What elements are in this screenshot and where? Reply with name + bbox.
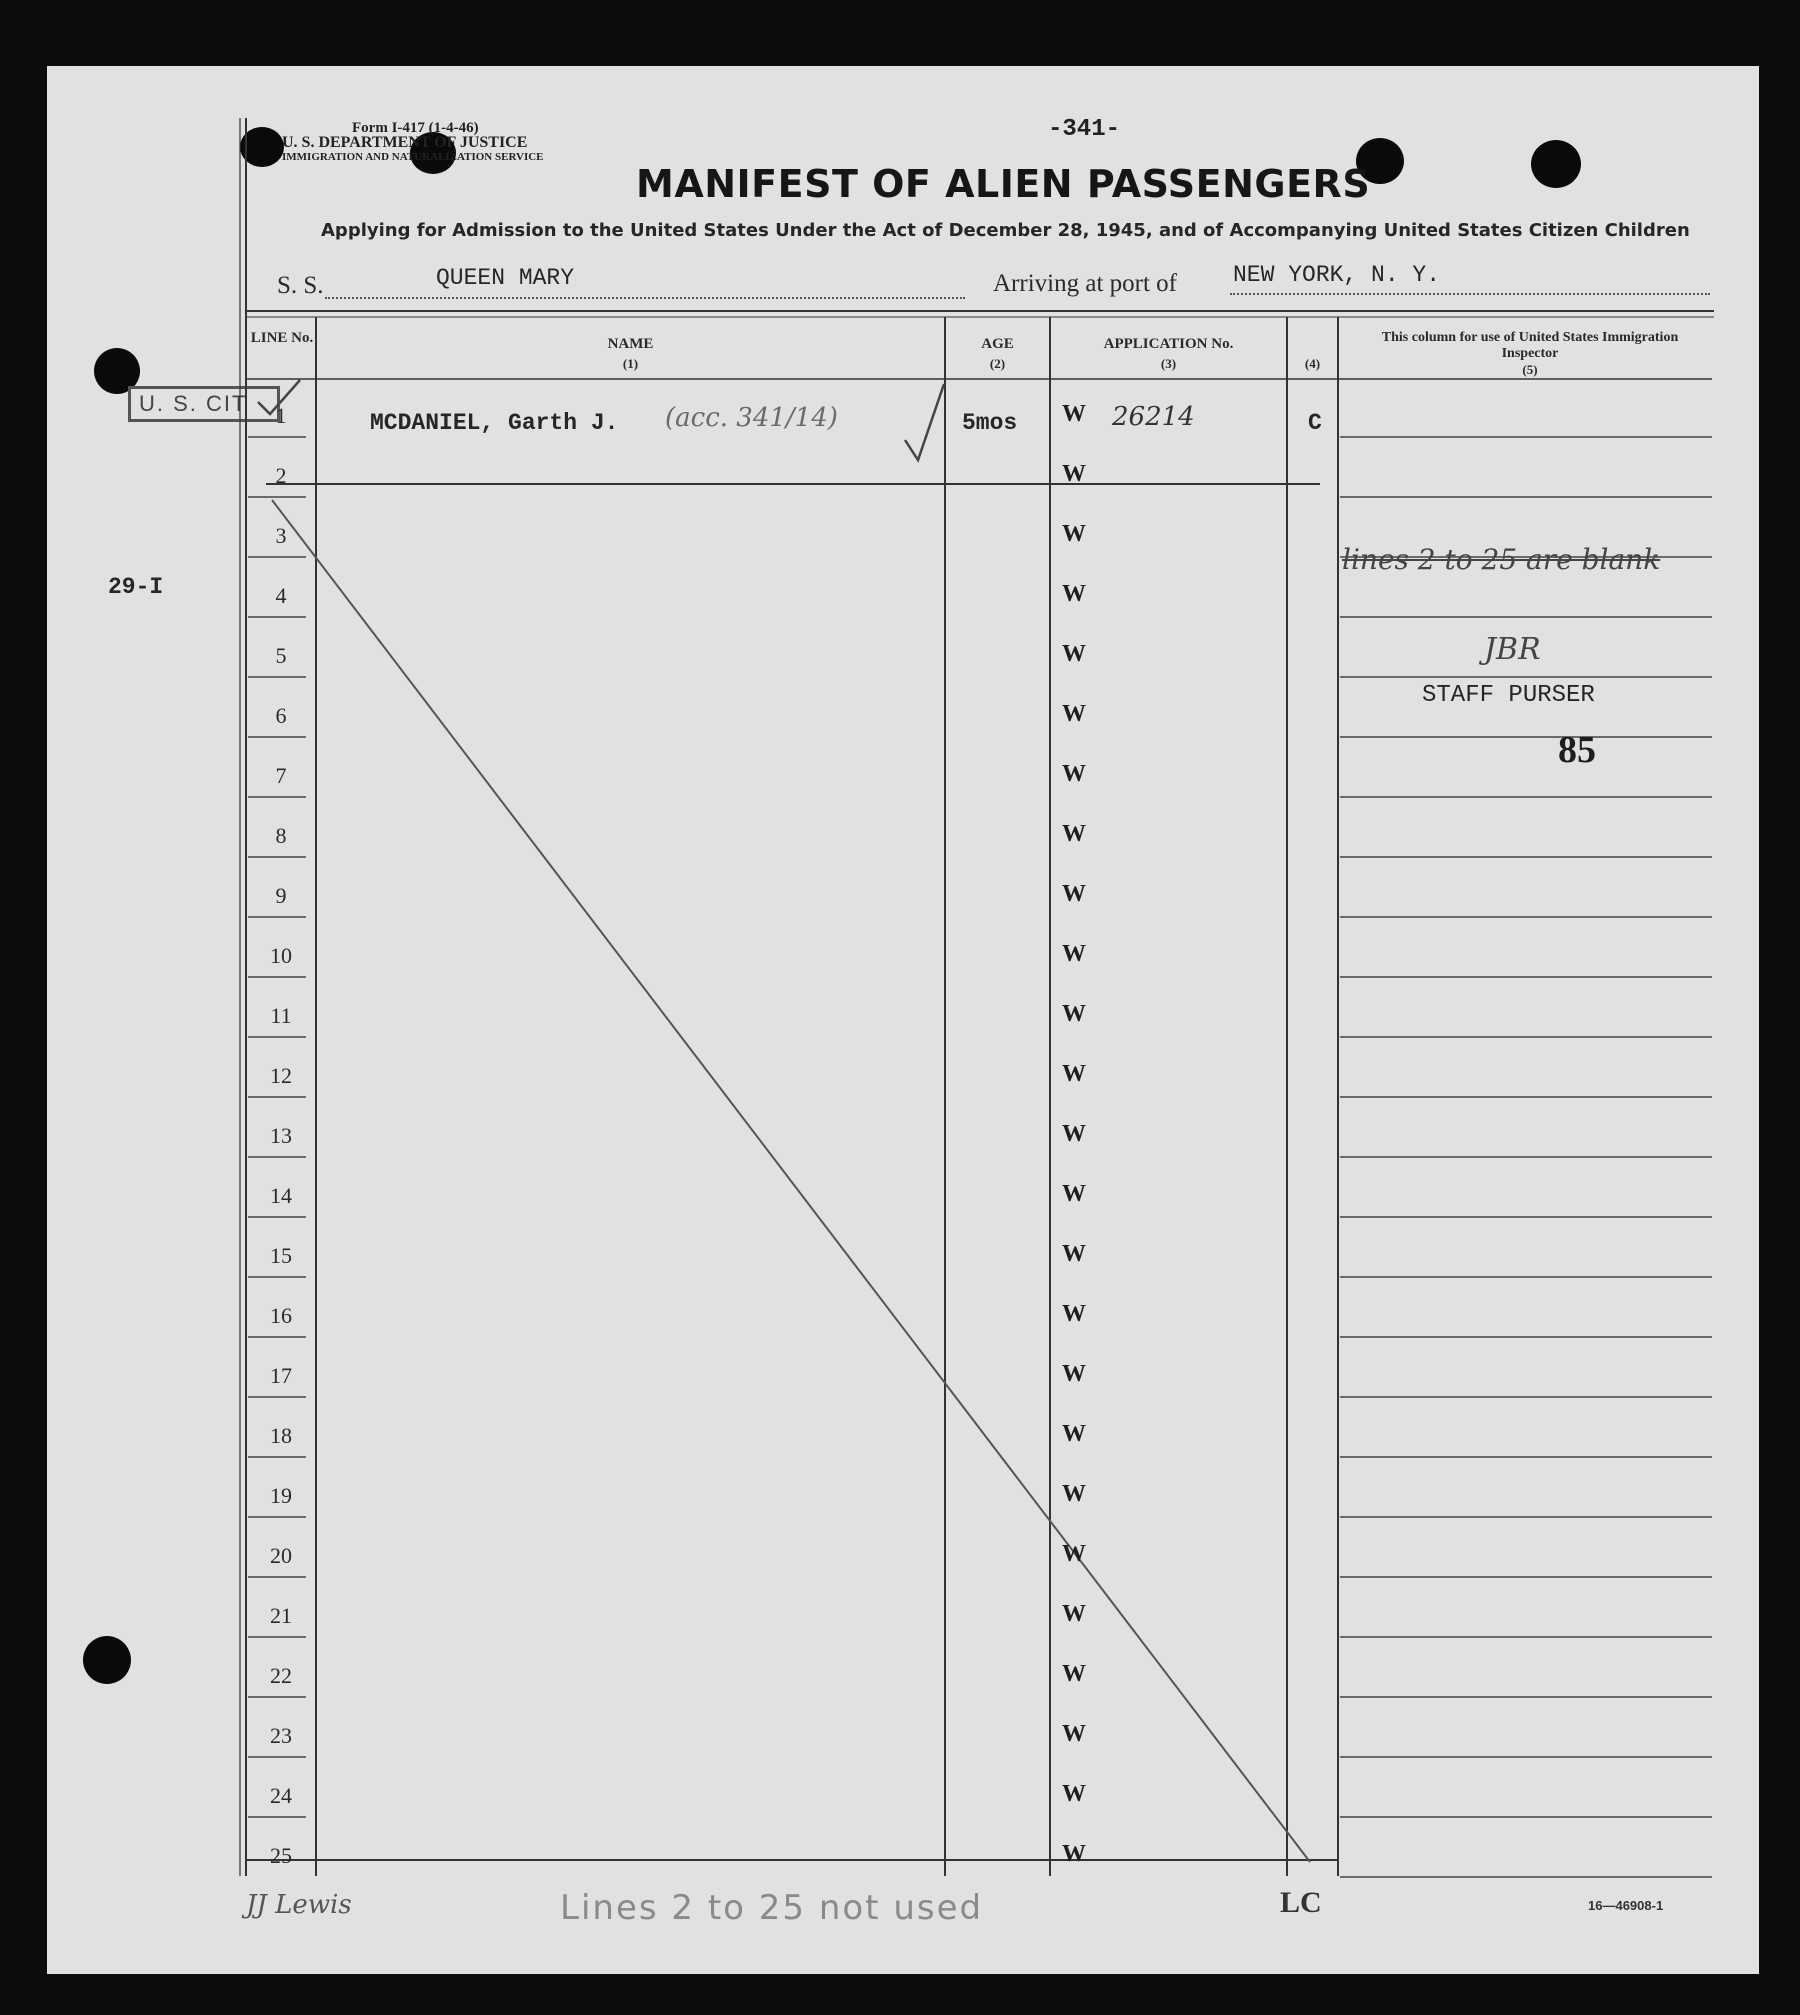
application-prefix: W xyxy=(1062,1061,1086,1087)
purser-number: 85 xyxy=(1558,729,1596,771)
department-label: U. S. DEPARTMENT OF JUSTICE xyxy=(282,134,528,151)
form-title: MANIFEST OF ALIEN PASSENGERS xyxy=(636,162,1371,206)
application-prefix: W xyxy=(1062,1841,1086,1867)
form-subtitle: Applying for Admission to the United States Under the Act of December 28, 1945, and of Accompanying United States Citizen Children xyxy=(321,220,1690,241)
check-mark xyxy=(905,384,944,460)
col-header-application: APPLICATION No. xyxy=(1103,336,1234,352)
footer-signature: JJ Lewis xyxy=(246,1890,352,1920)
application-prefix: W xyxy=(1062,581,1086,607)
application-prefix: W xyxy=(1062,1601,1086,1627)
line-number: 13 xyxy=(270,1123,292,1148)
arriving-label: Arriving at port of xyxy=(993,270,1177,297)
ss-label: S. S. xyxy=(277,272,324,299)
footer-note: Lines 2 to 25 not used xyxy=(560,1888,984,1928)
col-num-4: (4) xyxy=(1304,356,1321,371)
application-prefix: W xyxy=(1062,1781,1086,1807)
application-prefix: W xyxy=(1062,1721,1086,1747)
line-number: 1 xyxy=(275,403,287,428)
ship-name: QUEEN MARY xyxy=(436,265,575,291)
line-number: 4 xyxy=(275,583,287,608)
application-prefix: W xyxy=(1062,761,1086,787)
line-number: 25 xyxy=(270,1843,292,1868)
col-num-inspector: (5) xyxy=(1522,362,1538,377)
col4-code: C xyxy=(1308,410,1322,436)
line-number: 18 xyxy=(270,1423,292,1448)
service-label: IMMIGRATION AND NATURALIZATION SERVICE xyxy=(282,151,544,163)
line-number: 12 xyxy=(270,1063,292,1088)
passenger-name-note: (acc. 341/14) xyxy=(665,403,838,433)
line-number: 22 xyxy=(270,1663,292,1688)
diagonal-void-line xyxy=(272,500,1310,1862)
col-header-name: NAME xyxy=(607,336,654,352)
application-prefix: W xyxy=(1062,1001,1086,1027)
page-number: -341- xyxy=(1048,116,1121,143)
line-number: 15 xyxy=(270,1243,292,1268)
line-number: 8 xyxy=(275,823,287,848)
application-prefix: W xyxy=(1062,1301,1086,1327)
col-num-age: (2) xyxy=(989,356,1006,371)
line-number: 9 xyxy=(275,883,287,908)
application-prefix: W xyxy=(1062,1481,1086,1507)
col-header-line: LINE No. xyxy=(250,330,314,346)
application-prefix: W xyxy=(1062,461,1086,487)
line-number: 5 xyxy=(275,643,287,668)
application-prefix: W xyxy=(1062,881,1086,907)
col-num-application: (3) xyxy=(1160,356,1177,371)
application-prefix: W xyxy=(1062,521,1086,547)
line-number: 2 xyxy=(275,463,287,488)
line-number: 17 xyxy=(270,1363,292,1388)
staff-purser-label: STAFF PURSER xyxy=(1422,682,1595,709)
line-number: 24 xyxy=(270,1783,292,1808)
application-prefix: W xyxy=(1062,1181,1086,1207)
application-prefix: W xyxy=(1062,701,1086,727)
col-num-name: (1) xyxy=(622,356,639,371)
line-number: 14 xyxy=(270,1183,292,1208)
passenger-name: MCDANIEL, Garth J. xyxy=(370,410,619,436)
application-prefix: W xyxy=(1062,1421,1086,1447)
form-number: Form I-417 (1-4-46) xyxy=(352,120,479,136)
line-number: 21 xyxy=(270,1603,292,1628)
line-number: 20 xyxy=(270,1543,292,1568)
line-number: 3 xyxy=(275,523,287,548)
col-header-age: AGE xyxy=(981,336,1014,352)
port-name: NEW YORK, N. Y. xyxy=(1233,262,1441,288)
application-prefix: W xyxy=(1062,1361,1086,1387)
line-number: 19 xyxy=(270,1483,292,1508)
line-number: 6 xyxy=(275,703,287,728)
passenger-age: 5mos xyxy=(962,410,1018,436)
inspector-initials: JBR xyxy=(1484,632,1541,667)
line-number: 10 xyxy=(270,943,292,968)
application-prefix: W xyxy=(1062,401,1086,427)
application-prefix: W xyxy=(1062,1661,1086,1687)
application-prefix: W xyxy=(1062,1241,1086,1267)
line-number: 7 xyxy=(275,763,287,788)
struck-inspector-note: lines 2 to 25 are blank xyxy=(1342,543,1661,576)
footer-initials: LC xyxy=(1280,1886,1322,1919)
margin-note: 29-I xyxy=(108,574,164,600)
application-number: 26214 xyxy=(1112,402,1195,432)
application-prefix: W xyxy=(1062,941,1086,967)
form-code: 16—46908-1 xyxy=(1588,1898,1664,1913)
line-number: 23 xyxy=(270,1723,292,1748)
us-citizen-stamp: U. S. CIT xyxy=(128,386,280,422)
line-number: 11 xyxy=(270,1003,292,1028)
application-prefix: W xyxy=(1062,1541,1086,1567)
line-number: 16 xyxy=(270,1303,292,1328)
col-header-inspector: This column for use of United States Immigration Inspector xyxy=(1381,330,1679,361)
application-prefix: W xyxy=(1062,641,1086,667)
application-prefix: W xyxy=(1062,821,1086,847)
application-prefix: W xyxy=(1062,1121,1086,1147)
